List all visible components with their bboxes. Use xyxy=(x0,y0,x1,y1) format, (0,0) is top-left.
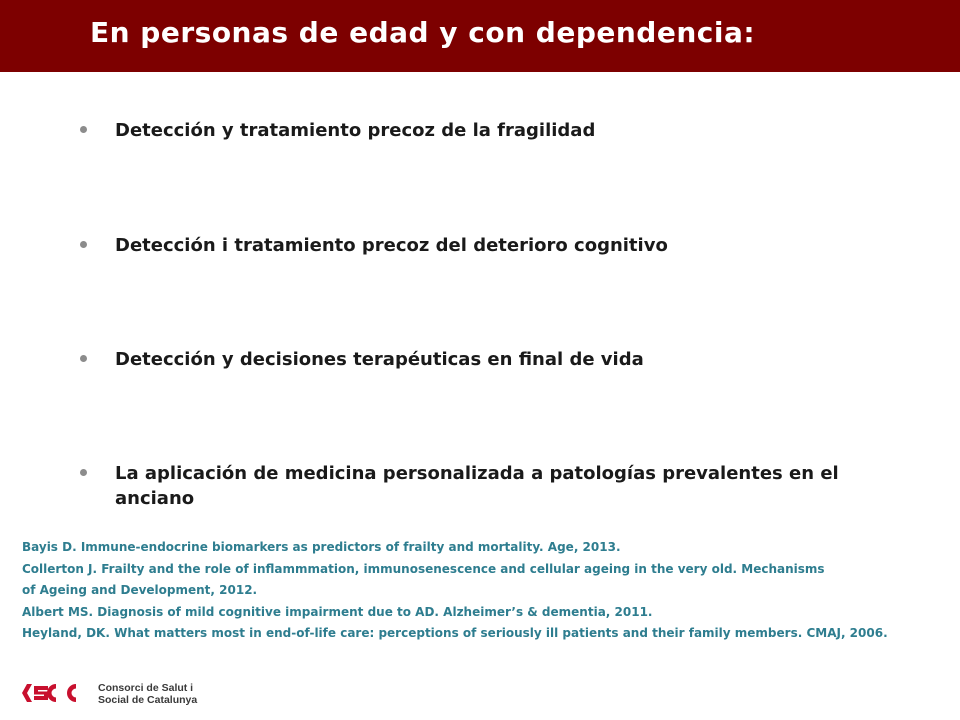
csc-logo-icon xyxy=(20,682,92,704)
bullet-text: Detección i tratamiento precoz del deterioro cognitivo xyxy=(115,235,668,256)
bullet-text: Detección y tratamiento precoz de la fragilidad xyxy=(115,120,596,141)
bullet-dot-icon xyxy=(80,126,87,133)
slide-title: En personas de edad y con dependencia: xyxy=(90,16,756,49)
bullet-dot-icon xyxy=(80,355,87,362)
bullet-dot-icon xyxy=(80,469,87,476)
reference-line: Albert MS. Diagnosis of mild cognitive impairment due to AD. Alzheimer’s & dementia, 2011. xyxy=(22,604,653,619)
title-bar xyxy=(0,0,960,72)
logo-text-line: Consorci de Salut i xyxy=(98,682,194,694)
reference-line: Bayis D. Immune-endocrine biomarkers as predictors of frailty and mortality. Age, 2013. xyxy=(22,540,621,554)
reference-line: Heyland, DK. What matters most in end-of-life care: perceptions of seriously ill patients and their family members. CMAJ, 2006. xyxy=(22,626,888,641)
logo-text xyxy=(98,682,218,706)
logo-text-line: Social de Catalunya xyxy=(98,694,198,706)
references xyxy=(22,537,942,645)
bullet-text: Detección y decisiones terapéuticas en final de vida xyxy=(115,349,644,370)
bullet-text: La aplicación de medicina personalizada a patologías prevalentes en el anciano xyxy=(115,463,839,509)
bullet-dot-icon xyxy=(80,241,87,248)
reference-line: of Ageing and Development, 2012. xyxy=(22,583,258,598)
reference-line: Collerton J. Frailty and the role of inflammmation, immunosenescence and cellular ageing in the very old. Mechanisms xyxy=(22,561,825,576)
